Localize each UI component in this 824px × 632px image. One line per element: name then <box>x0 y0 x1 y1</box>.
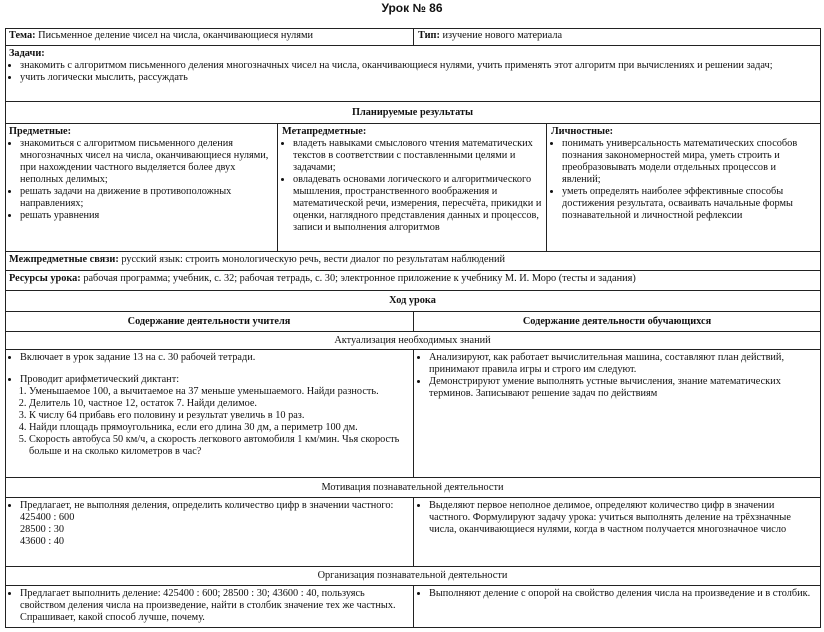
predmet-label: Предметные: <box>9 126 71 137</box>
teacher-activity-item: • Включает в урок задание 13 на с. 30 рабочей тетради. <box>20 352 409 364</box>
metapredmet-item: • овладевать основами логического и алгоритмического мышления, пространственного воображения и математической речи, измерения, пересчёта, прикидки и оценки, наглядного представления данных и процессов, записи и выполнения алгоритмов <box>293 174 542 234</box>
planned-header: Планируемые результаты <box>351 107 474 118</box>
zadachi-cell <box>5 47 820 99</box>
sec3-teacher-cell <box>5 587 413 627</box>
dictation-item: 5. Скорость автобуса 50 км/ч, а скорость легкового автомобиля 1 км/мин. Чья скорость больше и на сколько километров в час? <box>29 434 409 458</box>
sec1-teacher-cell <box>5 351 413 476</box>
hod-header: Ход урока <box>389 295 436 306</box>
lichnost-item: • понимать универсальность математических способов познания закономерностей мира, уметь строить и преобразовывать модели отдельных процессов и явлений; <box>562 138 816 186</box>
lichnost-cell <box>547 125 820 250</box>
resursy-cell <box>5 272 820 288</box>
lichnost-item: • уметь определять наиболее эффективные способы достижения результата, осваивать начальные формы познавательной и личностной рефлексии <box>562 186 816 222</box>
tip-label: Тип: <box>418 30 440 41</box>
resursy-label: Ресурсы урока: <box>9 273 81 284</box>
col-teacher-header: Содержание деятельности учителя <box>127 316 291 327</box>
dictation-item: 3. К числу 64 прибавь его половину и результат увеличь в 10 раз. <box>29 410 409 422</box>
mezhpredmet-value: русский язык: строить монологическую речь, вести диалог по результатам наблюдений <box>121 254 505 265</box>
dictation-item: 2. Делитель 10, частное 12, остаток 7. Найди делимое. <box>29 398 409 410</box>
predmet-item: • решать задачи на движение в противоположных направлениях; <box>20 186 273 210</box>
example-expression: 425400 : 600 <box>20 512 75 523</box>
lichnost-label: Личностные: <box>551 126 614 137</box>
section-title: Организация познавательной деятельности <box>317 570 508 581</box>
zadacha-item: • знакомить с алгоритмом письменного деления многозначных чисел на числа, оканчивающиеся нулями, учить применять этот алгоритм при вычислениях и решении задач; <box>20 60 816 72</box>
dictation-item: 1. Уменьшаемое 100, а вычитаемое на 37 меньше уменьшаемого. Найди разность. <box>29 386 409 398</box>
student-activity-item: • Выполняют деление с опорой на свойство деления числа на произведение и в столбик. <box>429 588 816 600</box>
section-title: Мотивация познавательной деятельности <box>321 482 504 493</box>
tip-cell <box>414 29 819 45</box>
dictation-item: 4. Найди площадь прямоугольника, если его длина 30 дм, а периметр 100 дм. <box>29 422 409 434</box>
zadachi-label: Задачи: <box>9 48 45 59</box>
student-activity-item: • Демонстрируют умение выполнять устные вычисления, знание математических терминов. Записывают решение задач по действиям <box>429 376 816 400</box>
tema-value: Письменное деление чисел на числа, оканчивающиеся нулями <box>38 30 314 41</box>
example-expression: 43600 : 40 <box>20 536 65 547</box>
tip-value: изучение нового материала <box>442 30 563 41</box>
sec2-teacher-cell <box>5 499 413 565</box>
metapredmet-label: Метапредметные: <box>282 126 367 137</box>
tema-cell <box>5 29 413 45</box>
mezhpredmet-label: Межпредметные связи: <box>9 254 119 265</box>
sec3-students-cell <box>414 587 820 627</box>
sec2-students-cell <box>414 499 820 565</box>
col-students-header: Содержание деятельности обучающихся <box>522 316 712 327</box>
metapredmet-cell <box>278 125 546 250</box>
tema-label: Тема: <box>9 30 36 41</box>
lesson-title: Урок № 86 <box>381 1 443 15</box>
example-expression: 28500 : 30 <box>20 524 65 535</box>
sec1-students-cell <box>414 351 820 476</box>
section-title: Актуализация необходимых знаний <box>334 335 491 346</box>
predmet-item: • решать уравнения <box>20 210 273 222</box>
student-activity-item: • Выделяют первое неполное делимое, определяют количество цифр в значении частного. Формулируют задачу урока: учиться выполнять деление на трёхзначные числа, оканчивающиеся нулями, когда в частном получается многозначное число <box>429 500 816 536</box>
teacher-activity-item: • Предлагает выполнить деление: 425400 : 600; 28500 : 30; 43600 : 40, пользуясь свойством деления числа на произведение, найти в столбик значение тех же частных. Спрашивает, какой способ лучше, почему. <box>20 588 409 624</box>
predmet-item: • знакомиться с алгоритмом письменного деления многозначных чисел на числа, оканчивающиеся нулями, при нахождении частного выделяется более двух неполных делимых; <box>20 138 273 186</box>
teacher-activity-item: • Предлагает, не выполняя деления, определить количество цифр в значении частного: <box>20 500 409 512</box>
teacher-activity-item: • Проводит арифметический диктант: <box>20 374 409 386</box>
resursy-value: рабочая программа; учебник, с. 32; рабочая тетрадь, с. 30; электронное приложение к учебнику М. И. Моро (тесты и задания) <box>83 273 636 284</box>
metapredmet-item: • владеть навыками смыслового чтения математических текстов в соответствии с поставленными целями и задачами; <box>293 138 542 174</box>
zadacha-item: • учить логически мыслить, рассуждать <box>20 72 816 84</box>
mezhpredmet-cell <box>5 253 820 269</box>
student-activity-item: • Анализируют, как работает вычислительная машина, составляют план действий, принимают правила игры и строго им следуют. <box>429 352 816 376</box>
predmet-cell <box>5 125 277 250</box>
